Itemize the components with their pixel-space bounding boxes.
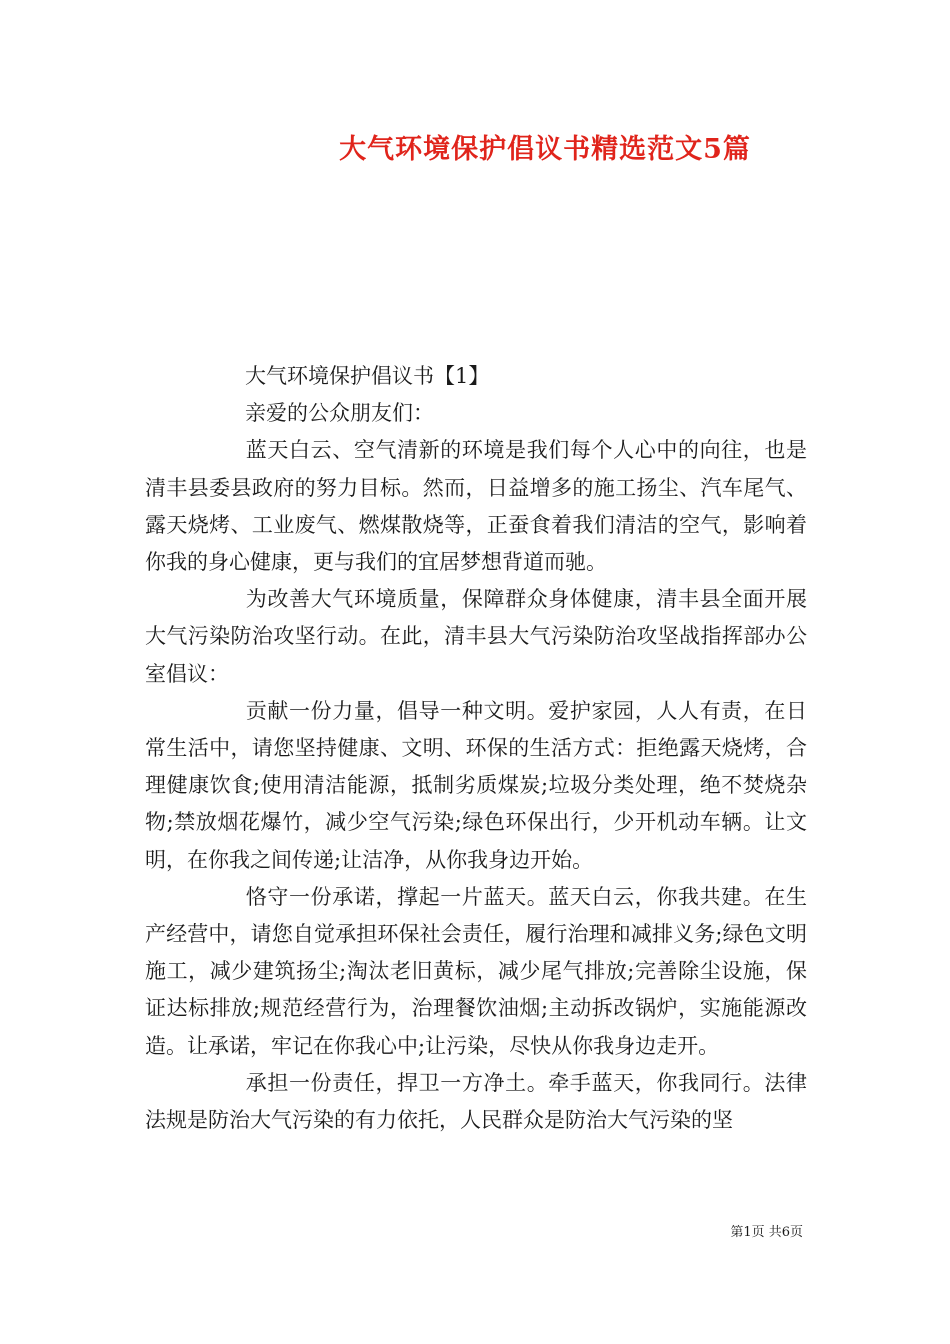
section-heading: 大气环境保护倡议书【1】 [245,364,490,388]
document-body [145,358,807,1139]
paragraph-1: 蓝天白云、空气清新的环境是我们每个人心中的向往，也是清丰县委县政府的努力目标。然而，日益增多的施工扬尘、汽车尾气、露天烧烤、工业废气、燃煤散烧等，正蚕食着我们清洁的空气，影响着你我的身心健康，更与我们的宜居梦想背道而驰。 [145,438,807,575]
paragraph-5: 承担一份责任，捍卫一方净土。牵手蓝天，你我同行。法律法规是防治大气污染的有力依托，人民群众是防治大气污染的坚 [145,1070,807,1133]
salutation: 亲爱的公众朋友们： [245,401,434,426]
document-title: 大气环境保护倡议书精选范文5篇 [339,134,751,165]
page-number-footer: 第1页 共6页 [730,1225,803,1240]
paragraph-3: 贡献一份力量，倡导一种文明。爱护家园，人人有责，在日常生活中，请您坚持健康、文明、环保的生活方式：拒绝露天烧烤，合理健康饮食;使用清洁能源，抵制劣质煤炭;垃圾分类处理，绝不焚烧杂物;禁放烟花爆竹，减少空气污染;绿色环保出行，少开机动车辆。让文明，在你我之间传递;让洁净，从你我身边开始。 [145,698,807,872]
paragraph-2: 为改善大气环境质量，保障群众身体健康，清丰县全面开展大气污染防治攻坚行动。在此，清丰县大气污染防治攻坚战指挥部办公室倡议： [145,587,807,686]
paragraph-4: 恪守一份承诺，撑起一片蓝天。蓝天白云，你我共建。在生产经营中，请您自觉承担环保社会责任，履行治理和减排义务;绿色文明施工，减少建筑扬尘;淘汰老旧黄标，减少尾气排放;完善除尘设施，保证达标排放;规范经营行为，治理餐饮油烟;主动拆改锅炉，实施能源改造。让承诺，牢记在你我心中;让污染，尽快从你我身边走开。 [145,884,807,1058]
